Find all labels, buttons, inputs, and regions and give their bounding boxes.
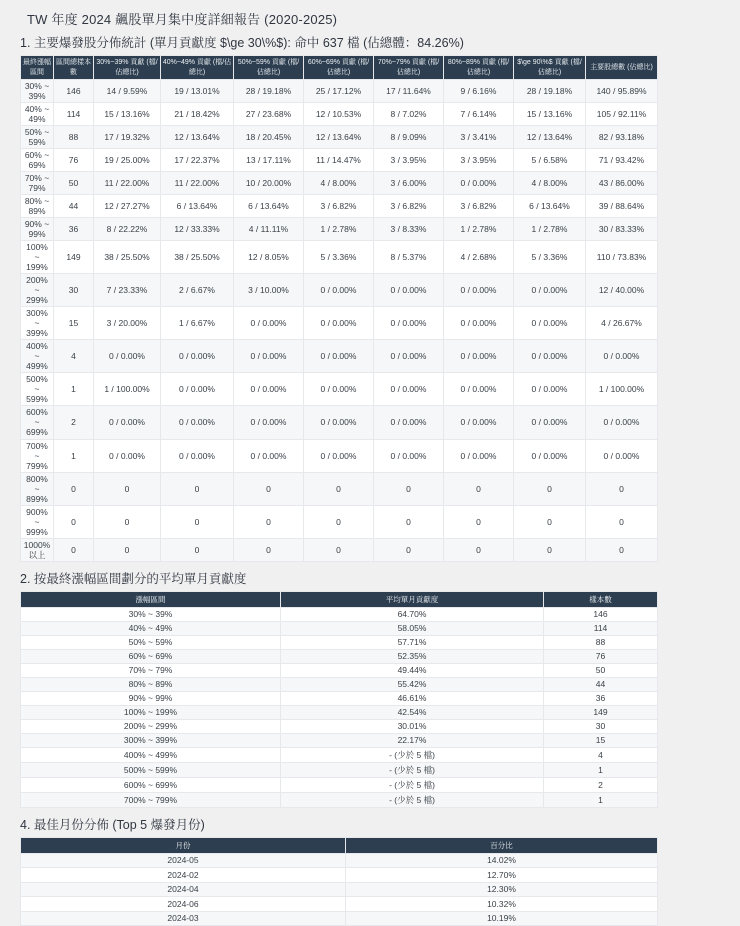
table-cell: 0 / 0.00% (514, 274, 586, 307)
table-cell: 146 (544, 607, 658, 621)
table-cell: 1000% 以上 (21, 538, 54, 561)
table-row (21, 241, 658, 274)
table-cell: 1 / 100.00% (94, 373, 161, 406)
table-cell: 58.05% (281, 621, 544, 635)
table-row (21, 607, 658, 621)
table-cell: 12 / 8.05% (234, 241, 304, 274)
table-row (21, 635, 658, 649)
table-cell: 19 / 25.00% (94, 149, 161, 172)
table-cell: 50 (54, 172, 94, 195)
table-cell: 12 / 40.00% (586, 274, 658, 307)
column-header: 樣本數 (544, 591, 658, 607)
table-cell: 0 / 0.00% (94, 340, 161, 373)
table-cell: 200% ~ 299% (21, 719, 281, 733)
table-cell: 600% ~ 699% (21, 406, 54, 439)
table-cell: 10.19% (346, 911, 658, 926)
table-cell: 3 / 3.95% (444, 149, 514, 172)
table-cell: 43 / 86.00% (586, 172, 658, 195)
column-header: 月份 (21, 837, 346, 853)
table-cell: 500% ~ 599% (21, 762, 281, 777)
table-cell: 38 / 25.50% (161, 241, 234, 274)
table-cell: 0 / 0.00% (304, 274, 374, 307)
table-cell: 2024-04 (21, 882, 346, 897)
table-row (21, 792, 658, 807)
table-cell: 8 / 9.09% (374, 126, 444, 149)
table-cell: 900% ~ 999% (21, 505, 54, 538)
table-row (21, 705, 658, 719)
table-cell: 14 / 9.59% (94, 80, 161, 103)
table-cell: 0 / 0.00% (514, 307, 586, 340)
table-cell: 76 (54, 149, 94, 172)
table-cell: 39 / 88.64% (586, 195, 658, 218)
table-cell: 46.61% (281, 691, 544, 705)
table-row (21, 691, 658, 705)
table-cell: 3 / 6.00% (374, 172, 444, 195)
table-cell: 17 / 19.32% (94, 126, 161, 149)
table-cell: 12 / 13.64% (304, 126, 374, 149)
table-cell: 800% ~ 899% (21, 472, 54, 505)
table-cell: 12.70% (346, 868, 658, 883)
table-cell: 0 / 0.00% (161, 340, 234, 373)
table-cell: 0 / 0.00% (161, 373, 234, 406)
table-cell: 6 / 13.64% (161, 195, 234, 218)
table-cell: 0 (54, 505, 94, 538)
table-cell: 0 / 0.00% (234, 340, 304, 373)
table-cell: 0 / 0.00% (514, 373, 586, 406)
table-row (21, 103, 658, 126)
table-cell: 0 (514, 505, 586, 538)
table-cell: 71 / 93.42% (586, 149, 658, 172)
table-cell: 12 / 13.64% (161, 126, 234, 149)
table-cell: 3 / 6.82% (444, 195, 514, 218)
table-row (21, 149, 658, 172)
table-cell: 700% ~ 799% (21, 439, 54, 472)
table-cell: 600% ~ 699% (21, 777, 281, 792)
table-cell: 15 / 13.16% (514, 103, 586, 126)
table-cell: 0 (586, 472, 658, 505)
table-cell: 12.30% (346, 882, 658, 897)
table-cell: 300% ~ 399% (21, 307, 54, 340)
table-cell: 0 / 0.00% (444, 439, 514, 472)
top-months-table (20, 837, 658, 926)
table-cell: 6 / 13.64% (514, 195, 586, 218)
table-cell: 55.42% (281, 677, 544, 691)
table-cell: 105 / 92.11% (586, 103, 658, 126)
column-header: 50%~59% 貢獻 (檔/佔總比) (234, 56, 304, 80)
table-cell: 64.70% (281, 607, 544, 621)
table-cell: 0 / 0.00% (94, 406, 161, 439)
table-cell: 0 (94, 538, 161, 561)
table-cell: 0 / 0.00% (234, 307, 304, 340)
table-cell: 90% ~ 99% (21, 218, 54, 241)
table-cell: 3 / 20.00% (94, 307, 161, 340)
table-cell: 0 (374, 538, 444, 561)
table-cell: 2024-03 (21, 911, 346, 926)
table-row (21, 307, 658, 340)
table-cell: 100% ~ 199% (21, 705, 281, 719)
table-cell: 70% ~ 79% (21, 172, 54, 195)
table-cell: 50% ~ 59% (21, 635, 281, 649)
table-cell: 0 (444, 538, 514, 561)
table-cell: 60% ~ 69% (21, 149, 54, 172)
table-cell: 1 (544, 792, 658, 807)
table-cell: 0 / 0.00% (374, 274, 444, 307)
table-cell: 0 / 0.00% (374, 406, 444, 439)
table-cell: 15 / 13.16% (94, 103, 161, 126)
table-cell: 0 / 0.00% (304, 406, 374, 439)
section1-heading: 1. 主要爆發股分佈統計 (單月貢獻度 $\ge 30\%$): 命中 637 檔 (佔總體：84.26%) (20, 36, 464, 50)
table-cell: 13 / 17.11% (234, 149, 304, 172)
table-cell: 0 (54, 538, 94, 561)
table-row (21, 340, 658, 373)
table-cell: 3 / 3.95% (374, 149, 444, 172)
column-header: 60%~69% 貢獻 (檔/佔總比) (304, 56, 374, 80)
table-cell: 0 / 0.00% (586, 406, 658, 439)
table-row (21, 472, 658, 505)
table-cell: 36 (544, 691, 658, 705)
table-cell: 11 / 14.47% (304, 149, 374, 172)
table-cell: 0 (94, 505, 161, 538)
table-cell: 0 (374, 505, 444, 538)
table-cell: 0 (234, 538, 304, 561)
distribution-table (20, 55, 658, 562)
table-cell: 140 / 95.89% (586, 80, 658, 103)
table-row (21, 777, 658, 792)
table-cell: 2 (544, 777, 658, 792)
table-cell: 14.02% (346, 853, 658, 868)
table-cell: 3 / 3.41% (444, 126, 514, 149)
table-cell: 88 (544, 635, 658, 649)
table-cell: 30 (544, 719, 658, 733)
table-cell: 28 / 19.18% (514, 80, 586, 103)
table-cell: 4 (544, 747, 658, 762)
column-header: 80%~89% 貢獻 (檔/佔總比) (444, 56, 514, 80)
table-row (21, 747, 658, 762)
table-cell: 76 (544, 649, 658, 663)
table-cell: 0 / 0.00% (586, 439, 658, 472)
table-cell: 114 (54, 103, 94, 126)
table-cell: 4 / 2.68% (444, 241, 514, 274)
table-row (21, 663, 658, 677)
column-header: 最終漲幅區間 (21, 56, 54, 80)
table-row (21, 172, 658, 195)
table-row (21, 911, 658, 926)
table-cell: 10 / 20.00% (234, 172, 304, 195)
table-cell: 17 / 22.37% (161, 149, 234, 172)
column-header: 平均單月貢獻度 (281, 591, 544, 607)
table-cell: 40% ~ 49% (21, 621, 281, 635)
table-cell: 8 / 5.37% (374, 241, 444, 274)
table-cell: 1 / 100.00% (586, 373, 658, 406)
table-cell: 28 / 19.18% (234, 80, 304, 103)
column-header: $\ge 90\%$ 貢獻 (檔/佔總比) (514, 56, 586, 80)
table-cell: 1 / 2.78% (304, 218, 374, 241)
avg-contribution-table-header-row (21, 591, 658, 607)
table-row (21, 373, 658, 406)
table-cell: 0 (586, 505, 658, 538)
table-row (21, 126, 658, 149)
table-cell: 52.35% (281, 649, 544, 663)
table-cell: 114 (544, 621, 658, 635)
table-cell: 10.32% (346, 897, 658, 912)
table-cell: 17 / 11.64% (374, 80, 444, 103)
table-row (21, 538, 658, 561)
table-cell: 0 / 0.00% (514, 406, 586, 439)
table-cell: 0 / 0.00% (514, 340, 586, 373)
table-cell: 8 / 7.02% (374, 103, 444, 126)
column-header: 30%~39% 貢獻 (檔/佔總比) (94, 56, 161, 80)
table-cell: 0 / 0.00% (304, 373, 374, 406)
table-row (21, 762, 658, 777)
column-header: 百分比 (346, 837, 658, 853)
table-row (21, 719, 658, 733)
table-row (21, 649, 658, 663)
distribution-table-header-row (21, 56, 658, 80)
table-cell: 200% ~ 299% (21, 274, 54, 307)
table-cell: 146 (54, 80, 94, 103)
table-cell: 4 / 26.67% (586, 307, 658, 340)
table-cell: 40% ~ 49% (21, 103, 54, 126)
table-cell: 15 (54, 307, 94, 340)
table-cell: 5 / 3.36% (514, 241, 586, 274)
table-cell: 9 / 6.16% (444, 80, 514, 103)
table-cell: 0 / 0.00% (374, 439, 444, 472)
table-row (21, 274, 658, 307)
table-cell: - (少於 5 檔) (281, 762, 544, 777)
table-cell: 1 (544, 762, 658, 777)
table-cell: 0 (444, 472, 514, 505)
table-cell: 30 (54, 274, 94, 307)
table-cell: - (少於 5 檔) (281, 792, 544, 807)
table-cell: 18 / 20.45% (234, 126, 304, 149)
column-header: 區間總樣本數 (54, 56, 94, 80)
table-cell: 42.54% (281, 705, 544, 719)
table-cell: 50 (544, 663, 658, 677)
table-row (21, 439, 658, 472)
table-cell: 6 / 13.64% (234, 195, 304, 218)
table-cell: 4 / 8.00% (304, 172, 374, 195)
table-row (21, 882, 658, 897)
table-cell: 0 (586, 538, 658, 561)
table-cell: 0 / 0.00% (94, 439, 161, 472)
table-cell: 4 (54, 340, 94, 373)
table-cell: 0 / 0.00% (444, 373, 514, 406)
section2-heading: 2. 按最終漲幅區間劃分的平均單月貢獻度 (20, 571, 247, 586)
table-cell: 27 / 23.68% (234, 103, 304, 126)
table-cell: 15 (544, 733, 658, 747)
table-cell: 5 / 3.36% (304, 241, 374, 274)
table-row (21, 406, 658, 439)
table-cell: 0 (444, 505, 514, 538)
table-cell: 300% ~ 399% (21, 733, 281, 747)
table-cell: 25 / 17.12% (304, 80, 374, 103)
table-cell: 36 (54, 218, 94, 241)
table-cell: 30.01% (281, 719, 544, 733)
table-cell: 70% ~ 79% (21, 663, 281, 677)
table-cell: 0 (304, 505, 374, 538)
table-cell: 0 / 0.00% (304, 439, 374, 472)
table-cell: 0 / 0.00% (514, 439, 586, 472)
top-months-table-header-row (21, 837, 658, 853)
table-cell: 7 / 6.14% (444, 103, 514, 126)
avg-contribution-table (20, 591, 658, 808)
table-cell: 0 (304, 538, 374, 561)
table-cell: 30% ~ 39% (21, 607, 281, 621)
table-cell: 38 / 25.50% (94, 241, 161, 274)
table-cell: 12 / 13.64% (514, 126, 586, 149)
table-cell: 0 (514, 472, 586, 505)
table-cell: 88 (54, 126, 94, 149)
table-cell: 0 / 0.00% (444, 274, 514, 307)
table-cell: 1 / 6.67% (161, 307, 234, 340)
table-cell: 3 / 10.00% (234, 274, 304, 307)
table-cell: 44 (54, 195, 94, 218)
table-cell: 0 (234, 505, 304, 538)
table-cell: 12 / 27.27% (94, 195, 161, 218)
table-cell: 149 (54, 241, 94, 274)
table-cell: 0 / 0.00% (304, 340, 374, 373)
table-row (21, 733, 658, 747)
table-cell: 0 / 0.00% (304, 307, 374, 340)
table-cell: 0 (54, 472, 94, 505)
table-cell: 12 / 33.33% (161, 218, 234, 241)
table-cell: 100% ~ 199% (21, 241, 54, 274)
table-cell: 1 (54, 373, 94, 406)
table-cell: 0 (514, 538, 586, 561)
table-cell: 44 (544, 677, 658, 691)
column-header: 主要股總數 (佔總比) (586, 56, 658, 80)
table-cell: 0 (374, 472, 444, 505)
table-cell: 149 (544, 705, 658, 719)
table-cell: 0 / 0.00% (161, 439, 234, 472)
table-cell: 0 / 0.00% (444, 172, 514, 195)
table-cell: 80% ~ 89% (21, 677, 281, 691)
table-cell: 5 / 6.58% (514, 149, 586, 172)
table-cell: 0 / 0.00% (374, 307, 444, 340)
column-header: 70%~79% 貢獻 (檔/佔總比) (374, 56, 444, 80)
report-title: TW 年度 2024 飆股單月集中度詳細報告 (2020-2025) (27, 12, 338, 27)
table-cell: 21 / 18.42% (161, 103, 234, 126)
table-cell: 7 / 23.33% (94, 274, 161, 307)
table-cell: 2024-06 (21, 897, 346, 912)
table-cell: 400% ~ 499% (21, 340, 54, 373)
table-cell: 0 / 0.00% (234, 373, 304, 406)
table-cell: 2 / 6.67% (161, 274, 234, 307)
table-cell: 11 / 22.00% (94, 172, 161, 195)
table-cell: 12 / 10.53% (304, 103, 374, 126)
table-cell: 3 / 6.82% (304, 195, 374, 218)
table-cell: - (少於 5 檔) (281, 747, 544, 762)
table-row (21, 621, 658, 635)
table-cell: 0 (161, 472, 234, 505)
table-cell: 11 / 22.00% (161, 172, 234, 195)
table-cell: 3 / 8.33% (374, 218, 444, 241)
table-cell: 0 / 0.00% (444, 307, 514, 340)
table-cell: 8 / 22.22% (94, 218, 161, 241)
table-cell: 4 / 8.00% (514, 172, 586, 195)
table-cell: 1 / 2.78% (444, 218, 514, 241)
table-cell: 22.17% (281, 733, 544, 747)
table-row (21, 218, 658, 241)
table-cell: 2024-05 (21, 853, 346, 868)
table-cell: 90% ~ 99% (21, 691, 281, 705)
table-row (21, 80, 658, 103)
section4-heading: 4. 最佳月份分佈 (Top 5 爆發月份) (20, 817, 205, 832)
table-cell: 0 / 0.00% (444, 406, 514, 439)
table-row (21, 868, 658, 883)
table-cell: 4 / 11.11% (234, 218, 304, 241)
table-row (21, 505, 658, 538)
table-cell: 19 / 13.01% (161, 80, 234, 103)
table-cell: 0 (161, 538, 234, 561)
table-row (21, 677, 658, 691)
table-cell: 1 / 2.78% (514, 218, 586, 241)
table-cell: 1 (54, 439, 94, 472)
table-cell: 0 / 0.00% (374, 340, 444, 373)
table-cell: 57.71% (281, 635, 544, 649)
table-cell: 60% ~ 69% (21, 649, 281, 663)
table-cell: 0 / 0.00% (586, 340, 658, 373)
table-cell: 0 / 0.00% (374, 373, 444, 406)
table-cell: 0 (234, 472, 304, 505)
table-cell: 49.44% (281, 663, 544, 677)
table-cell: 0 (94, 472, 161, 505)
table-cell: - (少於 5 檔) (281, 777, 544, 792)
table-cell: 700% ~ 799% (21, 792, 281, 807)
table-cell: 82 / 93.18% (586, 126, 658, 149)
table-cell: 3 / 6.82% (374, 195, 444, 218)
table-cell: 0 / 0.00% (444, 340, 514, 373)
table-cell: 30% ~ 39% (21, 80, 54, 103)
table-cell: 2024-02 (21, 868, 346, 883)
table-cell: 500% ~ 599% (21, 373, 54, 406)
column-header: 漲幅區間 (21, 591, 281, 607)
table-cell: 0 / 0.00% (234, 406, 304, 439)
table-cell: 80% ~ 89% (21, 195, 54, 218)
table-cell: 0 (161, 505, 234, 538)
table-cell: 0 / 0.00% (234, 439, 304, 472)
table-row (21, 853, 658, 868)
table-cell: 400% ~ 499% (21, 747, 281, 762)
table-cell: 0 (304, 472, 374, 505)
table-row (21, 897, 658, 912)
column-header: 40%~49% 貢獻 (檔/佔總比) (161, 56, 234, 80)
table-cell: 50% ~ 59% (21, 126, 54, 149)
table-cell: 0 / 0.00% (161, 406, 234, 439)
table-cell: 30 / 83.33% (586, 218, 658, 241)
table-cell: 110 / 73.83% (586, 241, 658, 274)
table-row (21, 195, 658, 218)
table-cell: 2 (54, 406, 94, 439)
